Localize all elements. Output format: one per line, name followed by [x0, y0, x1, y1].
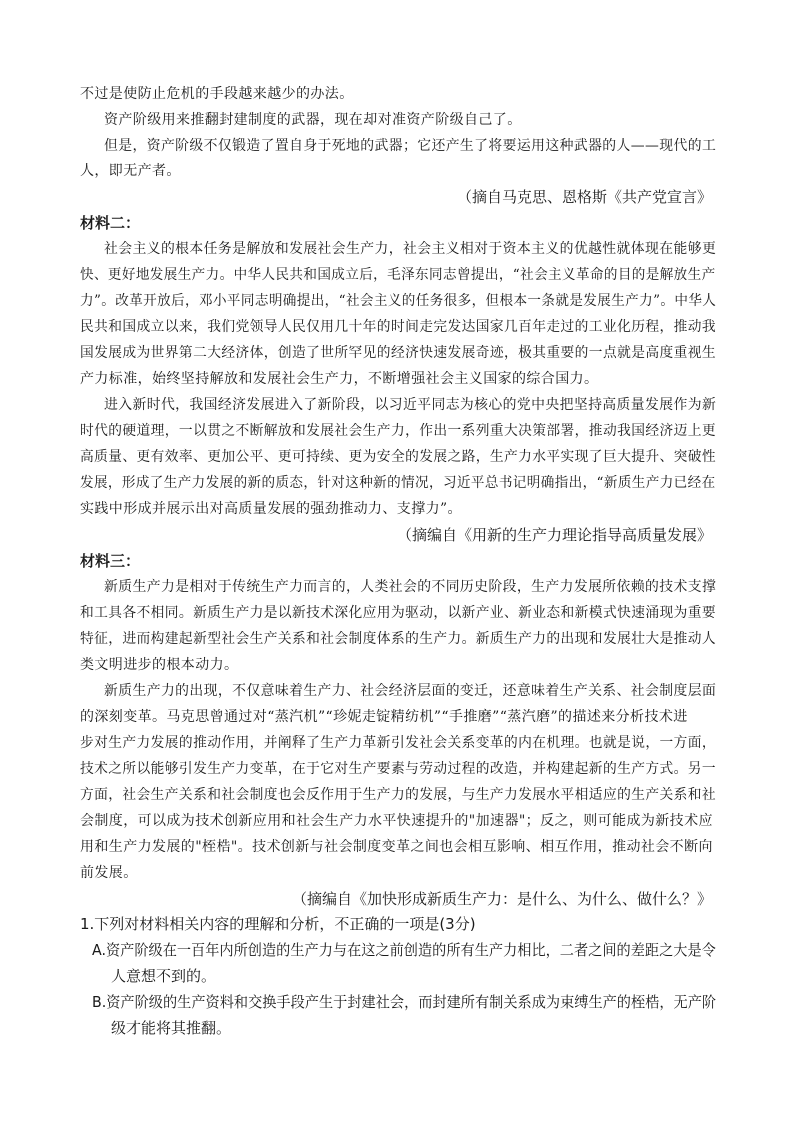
- material-3-heading: 材料三：: [80, 552, 141, 570]
- material-3-line: 类文明进步的根本动力。: [80, 657, 239, 673]
- option-b-continued: 级才能将其推翻。: [111, 1019, 232, 1037]
- material-3-line: 前发展。: [80, 865, 138, 881]
- material-2-line: 民共和国成立以来，我们党领导人民仅用几十年的时间走完发达国家几百年走过的工业化历程，推动我: [80, 319, 717, 335]
- source-citation-3: （摘编自《加快形成新质生产力：是什么、为什么、做什么？》: [291, 890, 712, 908]
- material-3-line: 方面，社会生产关系和社会制度也会反作用于生产力的发展，与生产力发展水平相适应的生产关系和社: [80, 787, 717, 803]
- intro-line-2: 资产阶级用来推翻封建制度的武器，现在却对准资产阶级自己了。: [104, 112, 522, 128]
- material-2-line: 实践中形成并展示出对高质量发展的强劲推动力、支撑力”。: [80, 501, 462, 517]
- material-3-line: 新质生产力是相对于传统生产力而言的，人类社会的不同历史阶段，生产力发展所依赖的技术支撑: [104, 579, 717, 595]
- material-2-line: 国发展成为世界第二大经济体，创造了世所罕见的经济快速发展奇迹，极其重要的一点就是高度重视生: [80, 345, 717, 361]
- material-3-line: 技术之所以能够引发生产力变革，在于它对生产要素与劳动过程的改造，并构建起新的生产方式。另一: [80, 761, 717, 777]
- intro-line-1: 不过是使防止危机的手段越来越少的办法。: [80, 86, 354, 102]
- material-2-line: 发展，形成了生产力发展的新的质态，针对这种新的情况，习近平总书记明确指出，“新质生产力已经在: [80, 475, 716, 491]
- material-3-line: 步对生产力发展的推动作用，并阐释了生产力革新引发社会关系变革的内在机理。也就是说，一方面，: [80, 735, 717, 751]
- material-2-line: 快、更好地发展生产力。中华人民共和国成立后，毛泽东同志曾提出，“社会主义革命的目的是解放生产: [80, 267, 716, 283]
- option-b: B.资产阶级的生产资料和交换手段产生于封建社会，而封建所有制关系成为束缚生产的桎梏，无产阶: [92, 993, 717, 1011]
- material-2-heading: 材料二：: [80, 214, 141, 232]
- material-3-line: 和工具各不相同。新质生产力是以新技术深化应用为驱动，以新产业、新业态和新模式快速涌现为重要: [80, 605, 717, 621]
- material-2-line: 产力标准，始终坚持解放和发展社会生产力，不断增强社会主义国家的综合国力。: [80, 371, 599, 387]
- material-2-line: 时代的硬道理，一以贯之不断解放和发展社会生产力，作出一系列重大决策部署，推动我国经济迈上更: [80, 423, 717, 439]
- material-2-line: 进入新时代，我国经济发展进入了新阶段，以习近平同志为核心的党中央把坚持高质量发展作为新: [104, 397, 717, 413]
- source-citation-1: （摘自马克思、恩格斯《共产党宣言》: [456, 188, 712, 206]
- material-2-line: 高质量、更有效率、更加公平、更可持续、更为安全的发展之路，生产力水平实现了巨大提升、突破性: [80, 449, 717, 465]
- option-a: A.资产阶级在一百年内所创造的生产力与在这之前创造的所有生产力相比，二者之间的差距之大是令: [92, 941, 716, 959]
- intro-line-3: 但是，资产阶级不仅锻造了置自身于死地的武器；它还产生了将要运用这种武器的人——现代的工: [104, 138, 717, 154]
- material-3-line: 的深刻变革。马克思曾通过对“蒸汽机”“珍妮走锭精纺机”“手推磨”“蒸汽磨”的描述来分析技术进: [80, 709, 688, 725]
- material-3-line: 会制度，可以成为技术创新应用和社会生产力水平快速提升的"加速器"；反之，则可能成为新技术应: [80, 813, 713, 829]
- material-2-line: 社会主义的根本任务是解放和发展社会生产力，社会主义相对于资本主义的优越性就体现在能够更: [104, 241, 717, 257]
- source-citation-2: （摘编自《用新的生产力理论指导高质量发展》: [396, 526, 712, 544]
- material-3-line: 特征，进而构建起新型社会生产关系和社会制度体系的生产力。新质生产力的出现和发展壮大是推动人: [80, 631, 717, 647]
- option-a-continued: 人意想不到的。: [111, 967, 217, 985]
- intro-line-4: 人，即无产者。: [80, 163, 181, 179]
- material-2-line: 力”。改革开放后，邓小平同志明确提出，“社会主义的任务很多，但根本一条就是发展生产力”。中华人: [80, 293, 717, 309]
- material-3-line: 新质生产力的出现，不仅意味着生产力、社会经济层面的变迁，还意味着生产关系、社会制度层面: [104, 683, 717, 699]
- question-stem: 1.下列对材料相关内容的理解和分析，不正确的一项是(3分): [80, 915, 476, 933]
- material-3-line: 用和生产力发展的"桎梏"。技术创新与社会制度变革之间也会相互影响、相互作用，推动社会不断向: [80, 839, 713, 855]
